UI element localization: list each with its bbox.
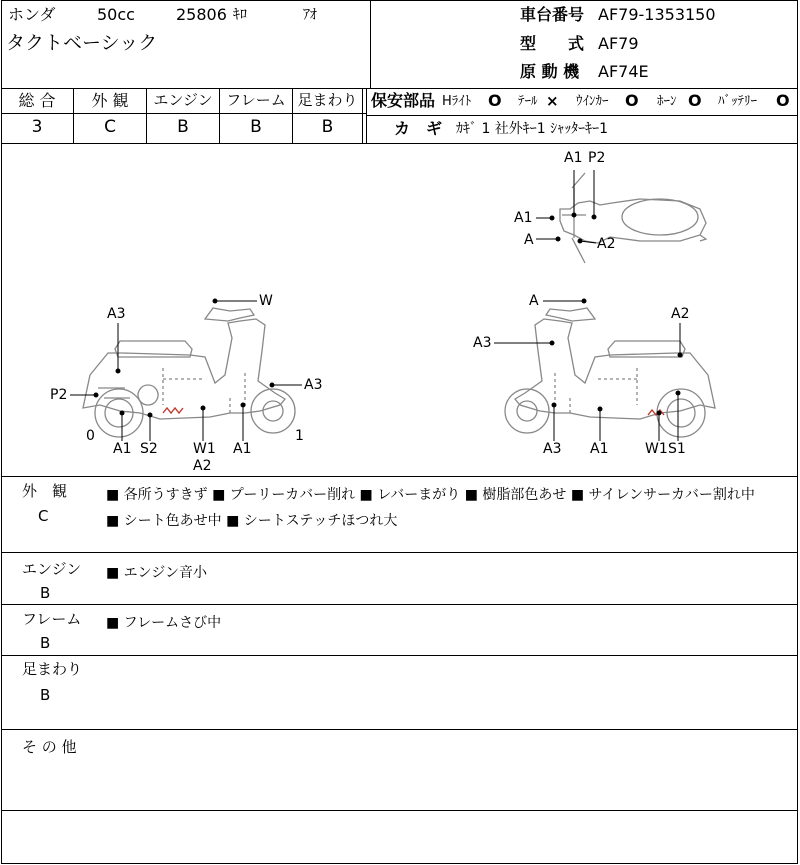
mileage-unit: ｷﾛ xyxy=(233,7,247,23)
grade-value-engine: B xyxy=(177,117,189,137)
label-right-a1: A1 xyxy=(590,441,609,457)
section-note: ■ フレームさび中 xyxy=(106,615,222,631)
mileage: 25806 xyxy=(176,5,227,24)
maker: ホンダ xyxy=(8,5,56,24)
grade-value-suspension: B xyxy=(321,117,334,137)
engine-label: 原 動 機 xyxy=(520,62,580,81)
section-title: 足まわり xyxy=(22,660,83,678)
label-left-w1: W1 xyxy=(193,441,216,457)
label-top-a2: A2 xyxy=(597,236,616,252)
part-status-headlight: O xyxy=(488,91,502,110)
key-label: カ ギ xyxy=(394,119,443,138)
damage-mark-right xyxy=(648,410,664,415)
label-top-a1: A1 xyxy=(564,150,583,166)
section-grade: C xyxy=(38,507,49,525)
label-top-p2: P2 xyxy=(588,150,606,166)
label-left-a1-rear: A1 xyxy=(113,441,132,457)
label-right-w1: W1 xyxy=(645,441,668,457)
grade-value-overall: 3 xyxy=(31,117,43,137)
section-title: フレーム xyxy=(22,610,82,628)
engine-value: AF74E xyxy=(598,62,649,81)
section-grade: B xyxy=(40,584,51,602)
part-status-winker: O xyxy=(625,91,639,110)
label-left-1: 1 xyxy=(295,428,304,444)
section-title: 外 観 xyxy=(22,482,68,500)
grade-value-frame: B xyxy=(250,117,262,137)
label-left-a3-front: A3 xyxy=(304,377,323,393)
part-name-battery: ﾊﾞｯﾃﾘｰ xyxy=(718,94,757,109)
type-label: 型 式 xyxy=(520,34,585,53)
damage-mark-left xyxy=(163,408,183,413)
label-left-s2: S2 xyxy=(140,441,158,457)
section-grade: B xyxy=(40,686,51,704)
label-left-a3-seat: A3 xyxy=(107,306,126,322)
color: ｱｵ xyxy=(303,7,317,23)
grade-header-suspension: 足まわり xyxy=(297,91,358,109)
grade-value-appearance: C xyxy=(104,117,116,137)
key-value: ｶｷﾞ 1 社外ｷｰ1 ｼｬｯﾀｰｷｰ1 xyxy=(456,121,609,137)
label-left-a1-front: A1 xyxy=(233,441,252,457)
type-value: AF79 xyxy=(598,34,639,53)
label-right-s1: S1 xyxy=(668,441,686,457)
section-title: エンジン xyxy=(22,560,82,578)
part-status-battery: O xyxy=(776,91,790,110)
part-name-winker: ｳｲﾝｶｰ xyxy=(576,94,609,109)
frame-no: AF79-1353150 xyxy=(598,5,716,24)
part-status-tail: × xyxy=(546,92,559,110)
section-grade: B xyxy=(40,634,51,652)
label-left-w: W xyxy=(259,293,273,309)
label-top-a: A xyxy=(524,232,534,248)
label-left-0: 0 xyxy=(86,428,95,444)
displacement: 50cc xyxy=(97,5,135,24)
grade-header-appearance: 外 観 xyxy=(91,91,129,110)
section-note: ■ エンジン音小 xyxy=(106,565,207,581)
grade-header-frame: フレーム xyxy=(226,91,286,109)
label-right-a3-front: A3 xyxy=(473,335,492,351)
section-note: ■ シート色あせ中 ■ シートステッチほつれ大 xyxy=(106,513,398,529)
part-name-horn: ﾎｰﾝ xyxy=(657,94,677,109)
part-name-tail: ﾃｰﾙ xyxy=(518,94,538,109)
model-name: タクトベーシック xyxy=(6,32,158,54)
label-top-a1-left: A1 xyxy=(514,210,533,226)
section-title: そ の 他 xyxy=(22,738,77,756)
grade-header-overall: 総 合 xyxy=(18,91,56,110)
right-side-scooter xyxy=(505,308,715,437)
part-name-headlight: Hﾗｲﾄ xyxy=(442,94,472,109)
left-side-scooter xyxy=(83,308,295,437)
frame-no-label: 車台番号 xyxy=(520,5,585,24)
label-right-a2: A2 xyxy=(671,306,690,322)
label-left-p2: P2 xyxy=(50,387,68,403)
part-status-horn: O xyxy=(688,91,702,110)
section-note: ■ 各所うすきず ■ プーリーカバー削れ ■ レバーまがり ■ 樹脂部色あせ ■ サイレンサーカバー割れ中 xyxy=(106,487,755,503)
label-right-a: A xyxy=(529,293,539,309)
parts-label: 保安部品 xyxy=(371,91,436,110)
label-left-a2: A2 xyxy=(193,458,212,474)
label-right-a3-bottom: A3 xyxy=(543,441,562,457)
top-view-scooter xyxy=(560,173,706,263)
grade-header-engine: エンジン xyxy=(153,91,213,109)
